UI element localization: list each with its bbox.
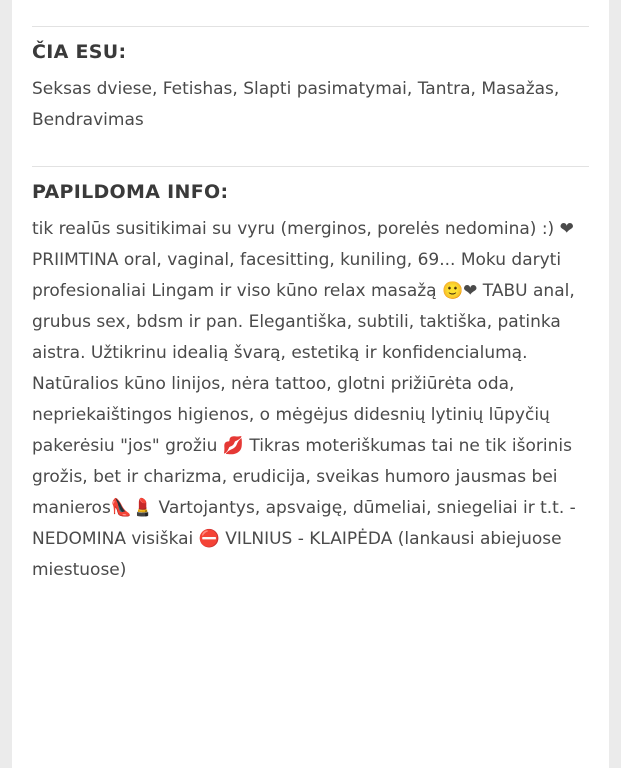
section-additional-info [32, 167, 589, 586]
section-location [32, 27, 589, 136]
section-title-additional-info: PAPILDOMA INFO: [32, 180, 229, 203]
section-body-additional-info: tik realūs susitikimai su vyru (merginos, porelės nedomina) :) ❤PRIIMTINA oral, vaginal, facesitting, kuniling, 69... Moku daryti profesionaliai Lingam ir viso kūno relax masažą 🙂❤ TABU anal, grubus sex, bdsm ir pan. Elegantiška, subtili, taktiška, patinka aistra. Užtikrinu idealią švarą, estetiką ir konfidencialumą. Natūralios kūno linijos, nėra tattoo, glotni prižiūrėta oda, nepriekaištingos higienos, o mėgėjus didesnių lytinių lūpyčių pakerėsiu "jos" grožiu 💋 Tikras moteriškumas tai ne tik išorinis grožis, bet ir charizma, erudicija, sveikas humoro jausmas bei manieros👠💄 Vartojantys, apsvaigę, dūmeliai, sniegeliai ir t.t. - NEDOMINA visiškai ⛔ VILNIUS - KLAIPĖDA (lankausi abiejuose miestuose) [32, 218, 576, 580]
section-title-location: ČIA ESU: [32, 41, 127, 63]
document-content [12, 0, 609, 768]
page-left-edge-band [0, 0, 12, 768]
page-right-edge-band [609, 0, 621, 768]
section-body-location: Seksas dviese, Fetishas, Slapti pasimatymai, Tantra, Masažas, Bendravimas [32, 78, 560, 130]
